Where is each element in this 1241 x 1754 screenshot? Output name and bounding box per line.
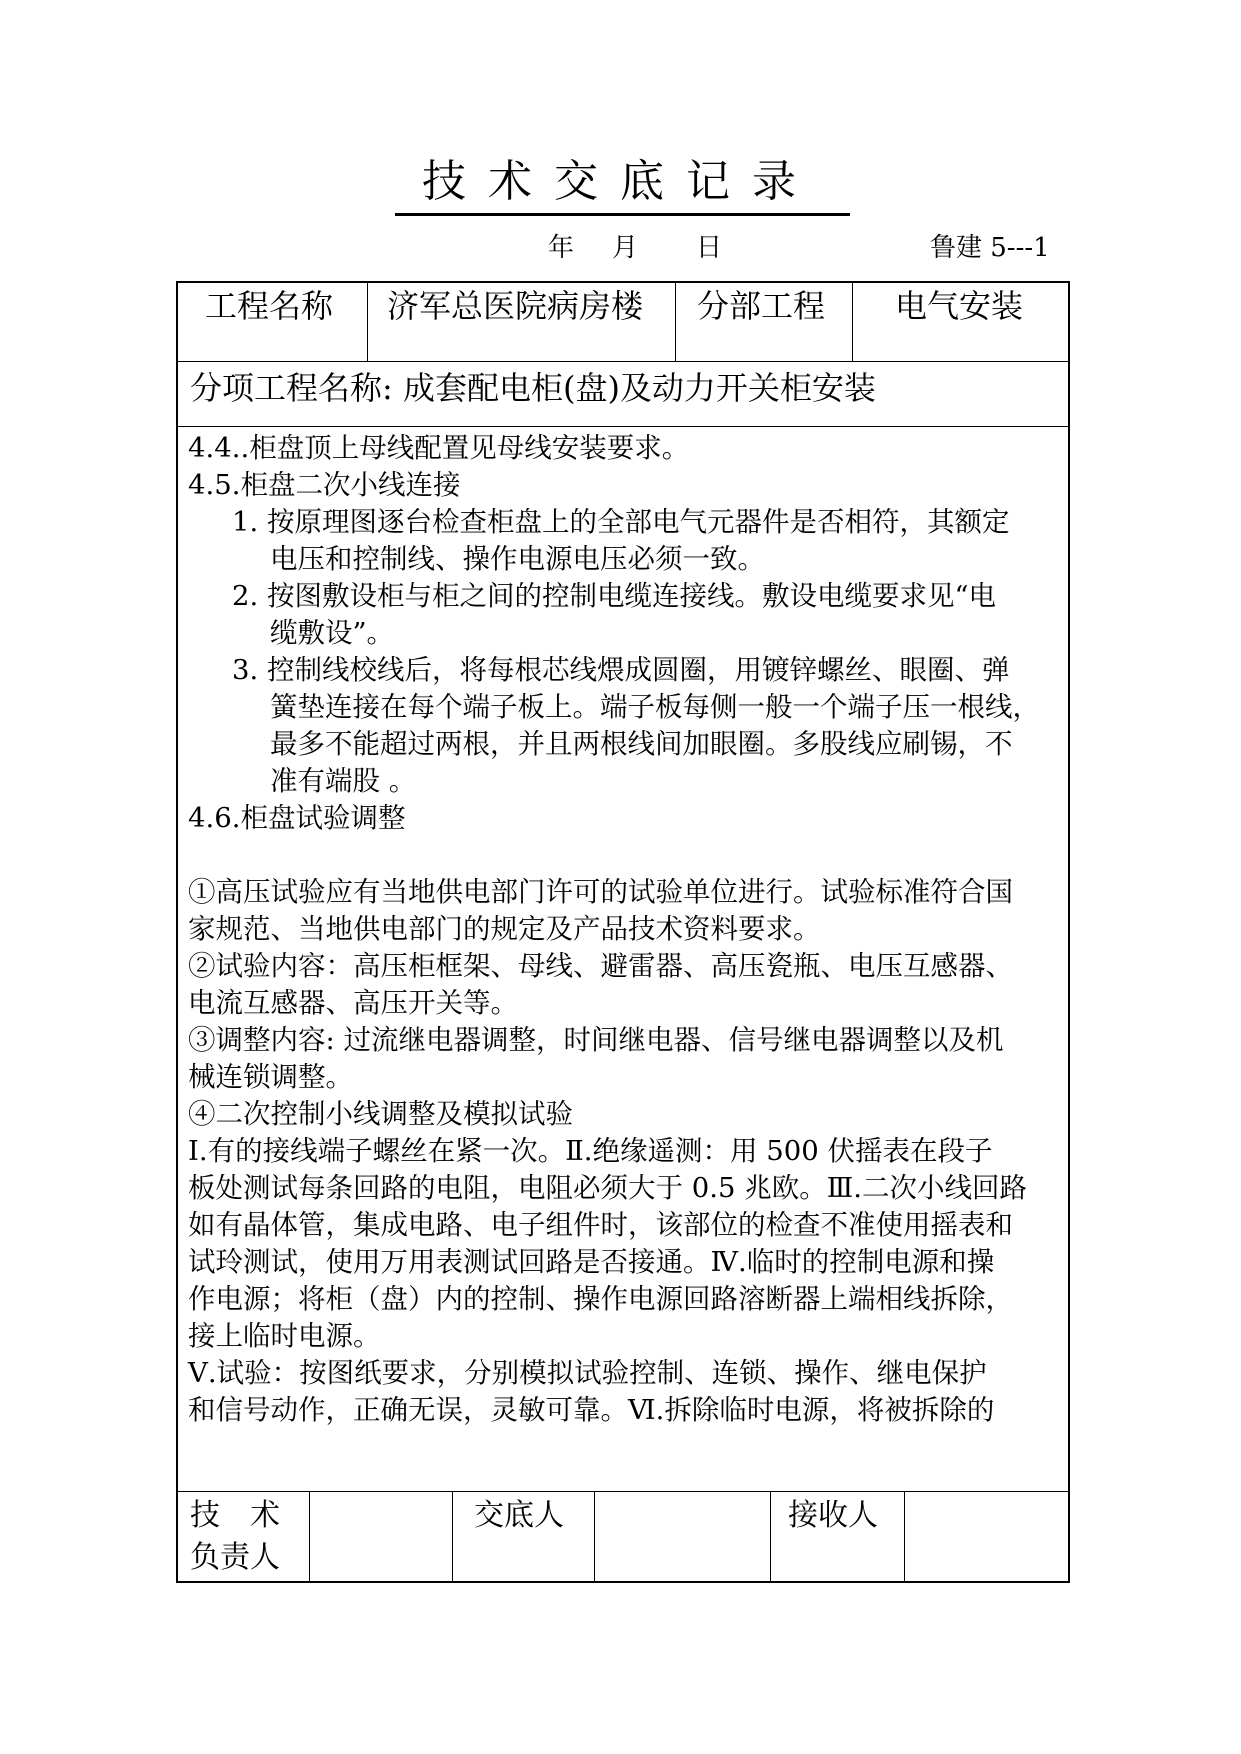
date-year-label: 年 [548, 233, 575, 263]
col-divider-r4-4 [770, 1491, 771, 1583]
content-line: 和信号动作，正确无误，灵敏可靠。Ⅵ.拆除临时电源，将被拆除的 [188, 1394, 995, 1426]
col-divider-r4-2 [452, 1491, 453, 1583]
col-divider-r1-2 [675, 281, 676, 361]
division-value: 电气安装 [895, 287, 1024, 325]
title-underline [395, 213, 850, 216]
content-line: 2. 按图敷设柜与柜之间的控制电缆连接线。敷设电缆要求见“电 [232, 580, 997, 612]
content-line: 如有晶体管，集成电路、电子组件时，该部位的检查不准使用摇表和 [188, 1209, 1013, 1241]
content-line: 4.4..柜盘顶上母线配置见母线安装要求。 [188, 432, 690, 464]
content-line: 电流互感器、高压开关等。 [188, 987, 518, 1019]
content-line: ①高压试验应有当地供电部门许可的试验单位进行。试验标准符合国 [188, 876, 1013, 908]
content-line: Ⅴ.试验：按图纸要求，分别模拟试验控制、连锁、操作、继电保护 [188, 1357, 987, 1389]
row-divider-1 [176, 361, 1070, 362]
form-code: 鲁建 5---1 [930, 233, 1050, 263]
content-line: ③调整内容: 过流继电器调整，时间继电器、信号继电器调整以及机 [188, 1024, 1004, 1056]
discloser-label: 交底人 [474, 1498, 564, 1533]
tech-lead-label-line2: 负责人 [190, 1540, 280, 1575]
content-line: 4.6.柜盘试验调整 [188, 802, 406, 834]
date-month-label: 月 [612, 233, 639, 263]
content-line: 4.5.柜盘二次小线连接 [188, 469, 461, 501]
content-line: 电压和控制线、操作电源电压必须一致。 [270, 543, 765, 575]
content-line: ④二次控制小线调整及模拟试验 [188, 1098, 573, 1130]
content-spacer [188, 837, 1058, 874]
project-name-label: 工程名称 [205, 287, 334, 325]
col-divider-r1-3 [852, 281, 853, 361]
content-line: 簧垫连接在每个端子板上。端子板每侧一般一个端子压一根线， [270, 691, 1040, 723]
page-title: 技术交底记录 [422, 156, 818, 207]
subitem-name: 分项工程名称: 成套配电柜(盘)及动力开关柜安装 [190, 369, 876, 407]
division-label: 分部工程 [697, 287, 826, 325]
content-line: 3. 控制线校线后，将每根芯线煨成圆圈，用镀锌螺丝、眼圈、弹 [232, 654, 1010, 686]
col-divider-r1-1 [367, 281, 368, 361]
content-line: Ⅰ.有的接线端子螺丝在紧一次。Ⅱ.绝缘遥测：用 500 伏摇表在段子 [188, 1135, 993, 1167]
receiver-label: 接收人 [788, 1498, 878, 1533]
project-name-value: 济军总医院病房楼 [387, 287, 644, 325]
row-divider-3 [176, 1491, 1070, 1492]
content-line: 1. 按原理图逐台检查柜盘上的全部电气元器件是否相符，其额定 [232, 506, 1010, 538]
content-line: 准有端股 。 [270, 765, 417, 797]
col-divider-r4-1 [309, 1491, 310, 1583]
content-line: 试玲测试，使用万用表测试回路是否接通。Ⅳ.临时的控制电源和操 [188, 1246, 995, 1278]
content-line: 缆敷设”。 [270, 617, 395, 649]
content-line: 接上临时电源。 [188, 1320, 381, 1352]
col-divider-r4-3 [594, 1491, 595, 1583]
date-day-label: 日 [696, 233, 723, 263]
content-line: 板处测试每条回路的电阻，电阻必须大于 0.5 兆欧。Ⅲ.二次小线回路 [188, 1172, 1027, 1204]
content-line: 家规范、当地供电部门的规定及产品技术资料要求。 [188, 913, 821, 945]
content-line: 械连锁调整。 [188, 1061, 353, 1093]
content-line: 作电源；将柜（盘）内的控制、操作电源回路溶断器上端相线拆除， [188, 1283, 1013, 1315]
disclosure-content [188, 430, 1058, 1429]
content-line: ②试验内容：高压柜框架、母线、避雷器、高压瓷瓶、电压互感器、 [188, 950, 1013, 982]
col-divider-r4-5 [904, 1491, 905, 1583]
content-line: 最多不能超过两根，并且两根线间加眼圈。多股线应刷锡，不 [270, 728, 1013, 760]
tech-lead-label-line1: 技 术 [190, 1498, 280, 1533]
row-divider-2 [176, 426, 1070, 427]
